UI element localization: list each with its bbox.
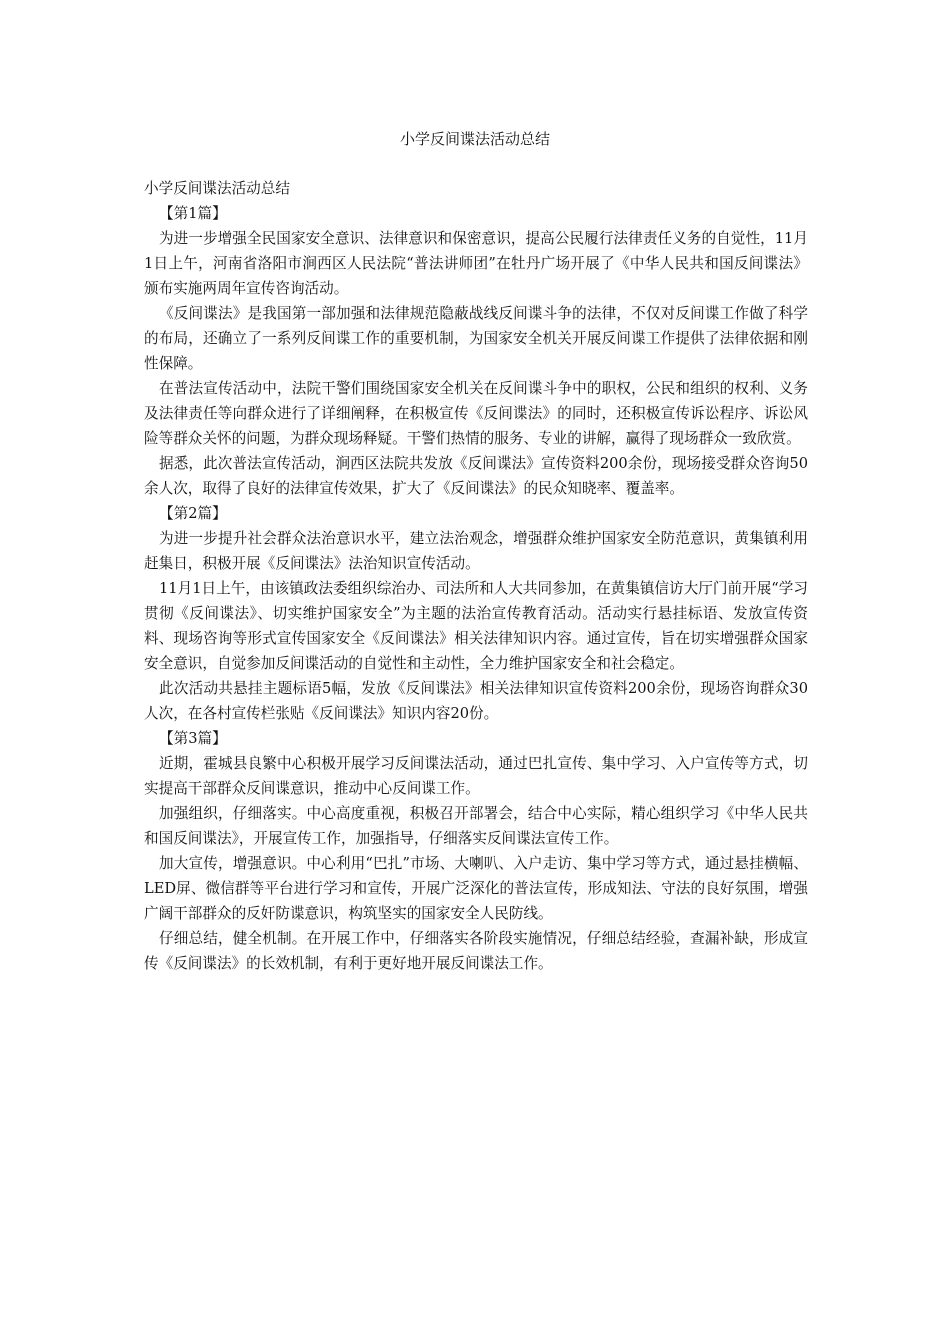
paragraph: 11月1日上午，由该镇政法委组织综治办、司法所和人大共同参加，在黄集镇信访大厅门前开展“学习贯彻《反间谍法》、切实维护国家安全”为主题的法治宣传教育活动。活动实行悬挂标语、发放宣传资料、现场咨询等形式宣传国家安全《反间谍法》相关法律知识内容。通过宣传，旨在切实增强群众国家安全意识，自觉参加反间谍活动的自觉性和主动性，全力维护国家安全和社会稳定。 [144,580,808,672]
section-heading: 【第3篇】 [159,730,227,747]
paragraph: 据悉，此次普法宣传活动，涧西区法院共发放《反间谍法》宣传资料200余份，现场接受群众咨询50余人次，取得了良好的法律宣传效果，扩大了《反间谍法》的民众知晓率、覆盖率。 [144,455,808,497]
document-subtitle: 小学反间谍法活动总结 [144,180,290,197]
paragraph: 仔细总结，健全机制。在开展工作中，仔细落实各阶段实施情况，仔细总结经验，查漏补缺，形成宣传《反间谍法》的长效机制，有利于更好地开展反间谍法工作。 [144,930,808,972]
paragraph: 近期，霍城县良繁中心积极开展学习反间谍法活动，通过巴扎宣传、集中学习、入户宣传等方式，切实提高干部群众反间谍意识，推动中心反间谍工作。 [144,755,808,797]
document-title: 小学反间谍法活动总结 [399,130,550,148]
document-body [144,176,808,976]
paragraph: 在普法宣传活动中，法院干警们围绕国家安全机关在反间谍斗争中的职权，公民和组织的权利、义务及法律责任等向群众进行了详细阐释，在积极宣传《反间谍法》的同时，还积极宣传诉讼程序、诉讼风险等群众关怀的问题，为群众现场释疑。干警们热情的服务、专业的讲解，赢得了现场群众一致欣赏。 [144,380,808,447]
paragraph: 为进一步提升社会群众法治意识水平，建立法治观念，增强群众维护国家安全防范意识，黄集镇利用赶集日，积极开展《反间谍法》法治知识宣传活动。 [144,530,808,572]
section-heading: 【第2篇】 [159,505,227,522]
paragraph: 为进一步增强全民国家安全意识、法律意识和保密意识，提高公民履行法律责任义务的自觉性，11月1日上午，河南省洛阳市涧西区人民法院“普法讲师团”在牡丹广场开展了《中华人民共和国反间谍法》颁布实施两周年宣传咨询活动。 [144,230,808,297]
paragraph: 《反间谍法》是我国第一部加强和法律规范隐蔽战线反间谍斗争的法律，不仅对反间谍工作做了科学的布局，还确立了一系列反间谍工作的重要机制，为国家安全机关开展反间谍工作提供了法律依据和刚性保障。 [144,305,808,372]
paragraph: 加强组织，仔细落实。中心高度重视，积极召开部署会，结合中心实际，精心组织学习《中华人民共和国反间谍法》，开展宣传工作，加强指导，仔细落实反间谍法宣传工作。 [144,805,808,847]
paragraph: 此次活动共悬挂主题标语5幅，发放《反间谍法》相关法律知识宣传资料200余份，现场咨询群众30人次，在各村宣传栏张贴《反间谍法》知识内容20份。 [144,680,808,722]
section-heading: 【第1篇】 [159,205,227,222]
paragraph: 加大宣传，增强意识。中心利用“巴扎”市场、大喇叭、入户走访、集中学习等方式，通过悬挂横幅、LED屏、微信群等平台进行学习和宣传，开展广泛深化的普法宣传，形成知法、守法的良好氛围，增强广阔干部群众的反奸防谍意识，构筑坚实的国家安全人民防线。 [144,855,808,922]
